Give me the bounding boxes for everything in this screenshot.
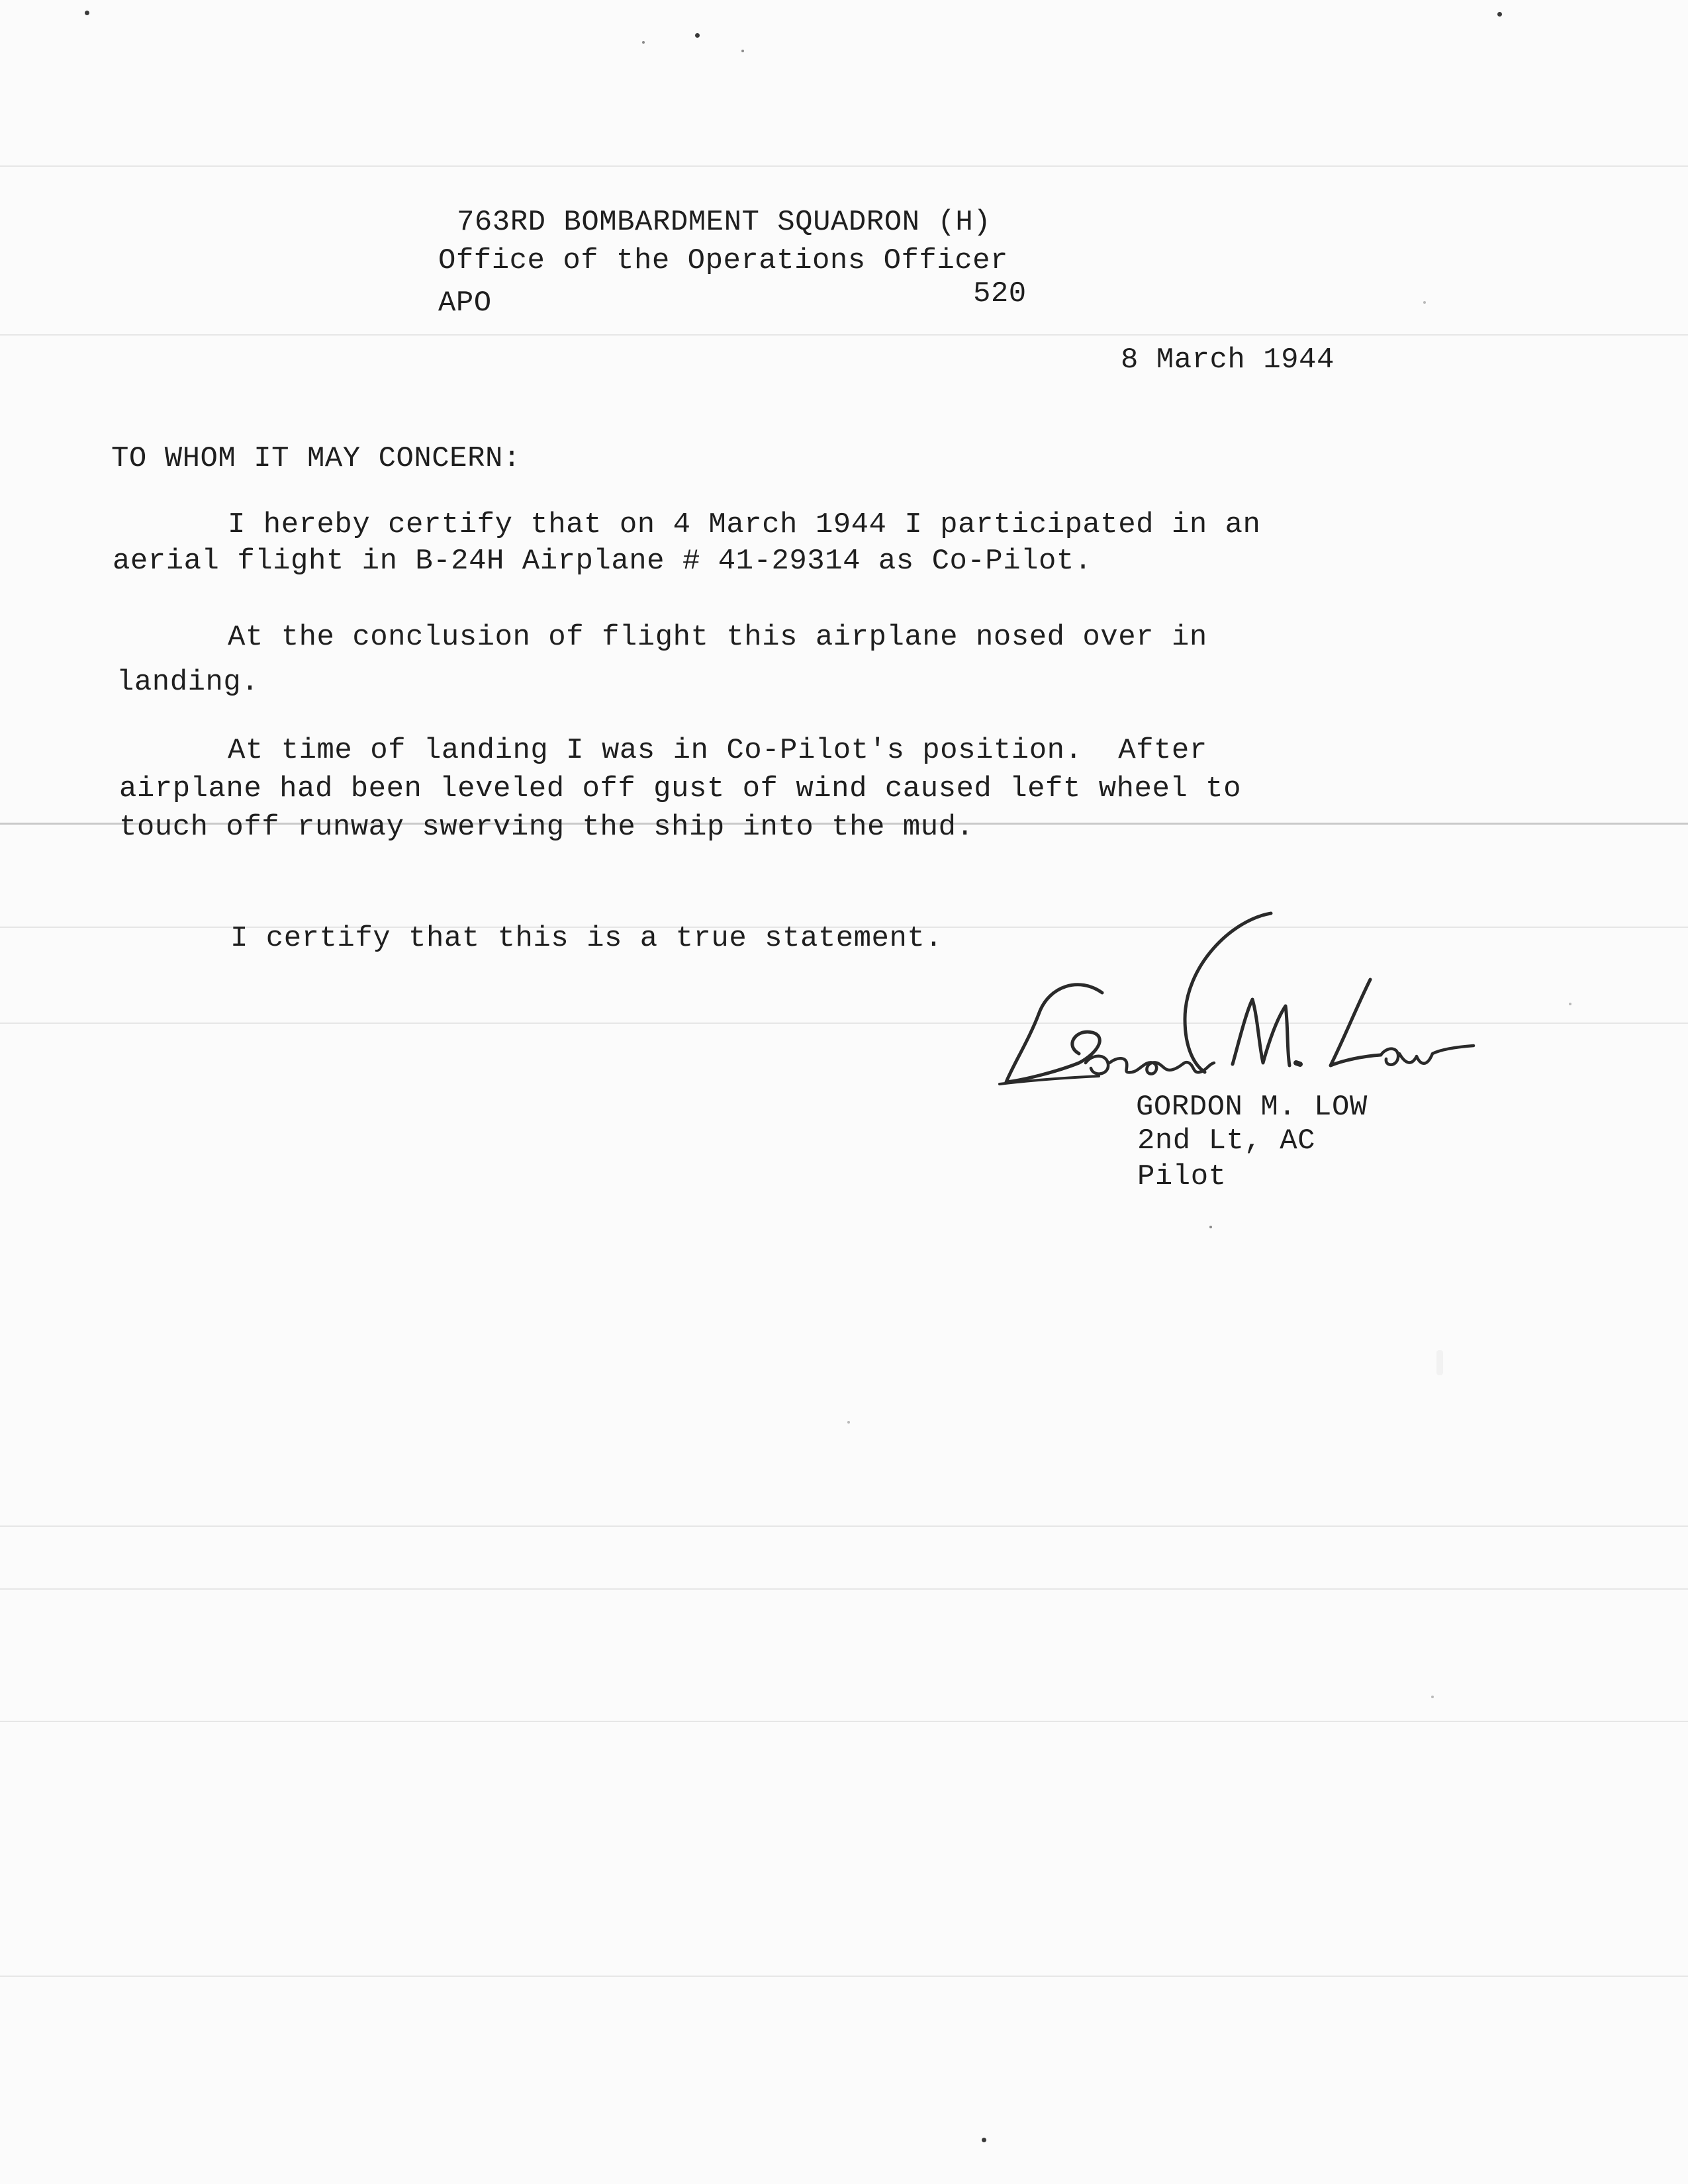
apo-label: APO [438, 287, 492, 320]
scan-speck [847, 1421, 850, 1424]
signer-rank: 2nd Lt, AC [1137, 1124, 1316, 1158]
scan-speck [695, 33, 700, 38]
scan-streak [0, 1525, 1688, 1527]
signer-name: GORDON M. LOW [1136, 1091, 1368, 1124]
body-paragraph-line: touch off runway swerving the ship into the mud. [119, 811, 974, 844]
body-paragraph-line: airplane had been leveled off gust of wind caused left wheel to [119, 772, 1241, 805]
scan-speck [1423, 301, 1426, 304]
scan-streak [0, 165, 1688, 167]
scan-speck [85, 11, 89, 15]
body-paragraph-line: landing. [117, 666, 259, 699]
scan-speck [982, 2138, 986, 2142]
salutation: TO WHOM IT MAY CONCERN: [111, 442, 521, 475]
scan-speck [1431, 1696, 1434, 1698]
body-paragraph-line: At the conclusion of flight this airplane nosed over in [228, 621, 1207, 654]
scan-speck [1436, 1350, 1443, 1375]
scan-streak [0, 1588, 1688, 1590]
scan-streak [0, 1976, 1688, 1977]
apo-number: 520 [973, 277, 1027, 310]
body-paragraph-line: aerial flight in B-24H Airplane # 41-29314 as Co-Pilot. [113, 545, 1092, 578]
scan-speck [642, 41, 645, 44]
scan-speck [1209, 1226, 1212, 1228]
scan-streak [0, 1721, 1688, 1722]
letter-date: 8 March 1944 [1121, 343, 1335, 377]
body-paragraph-line: At time of landing I was in Co-Pilot's position. After [228, 734, 1207, 767]
unit-heading: 763RD BOMBARDMENT SQUADRON (H) [457, 206, 992, 239]
certification-statement: I certify that this is a true statement. [230, 922, 943, 955]
signer-role: Pilot [1137, 1160, 1227, 1193]
scan-speck [741, 50, 744, 52]
scan-speck [1497, 12, 1502, 17]
office-heading: Office of the Operations Officer [438, 244, 1008, 277]
scan-streak [0, 334, 1688, 336]
body-paragraph-line: I hereby certify that on 4 March 1944 I participated in an [228, 508, 1261, 541]
scan-speck [1569, 1003, 1571, 1005]
